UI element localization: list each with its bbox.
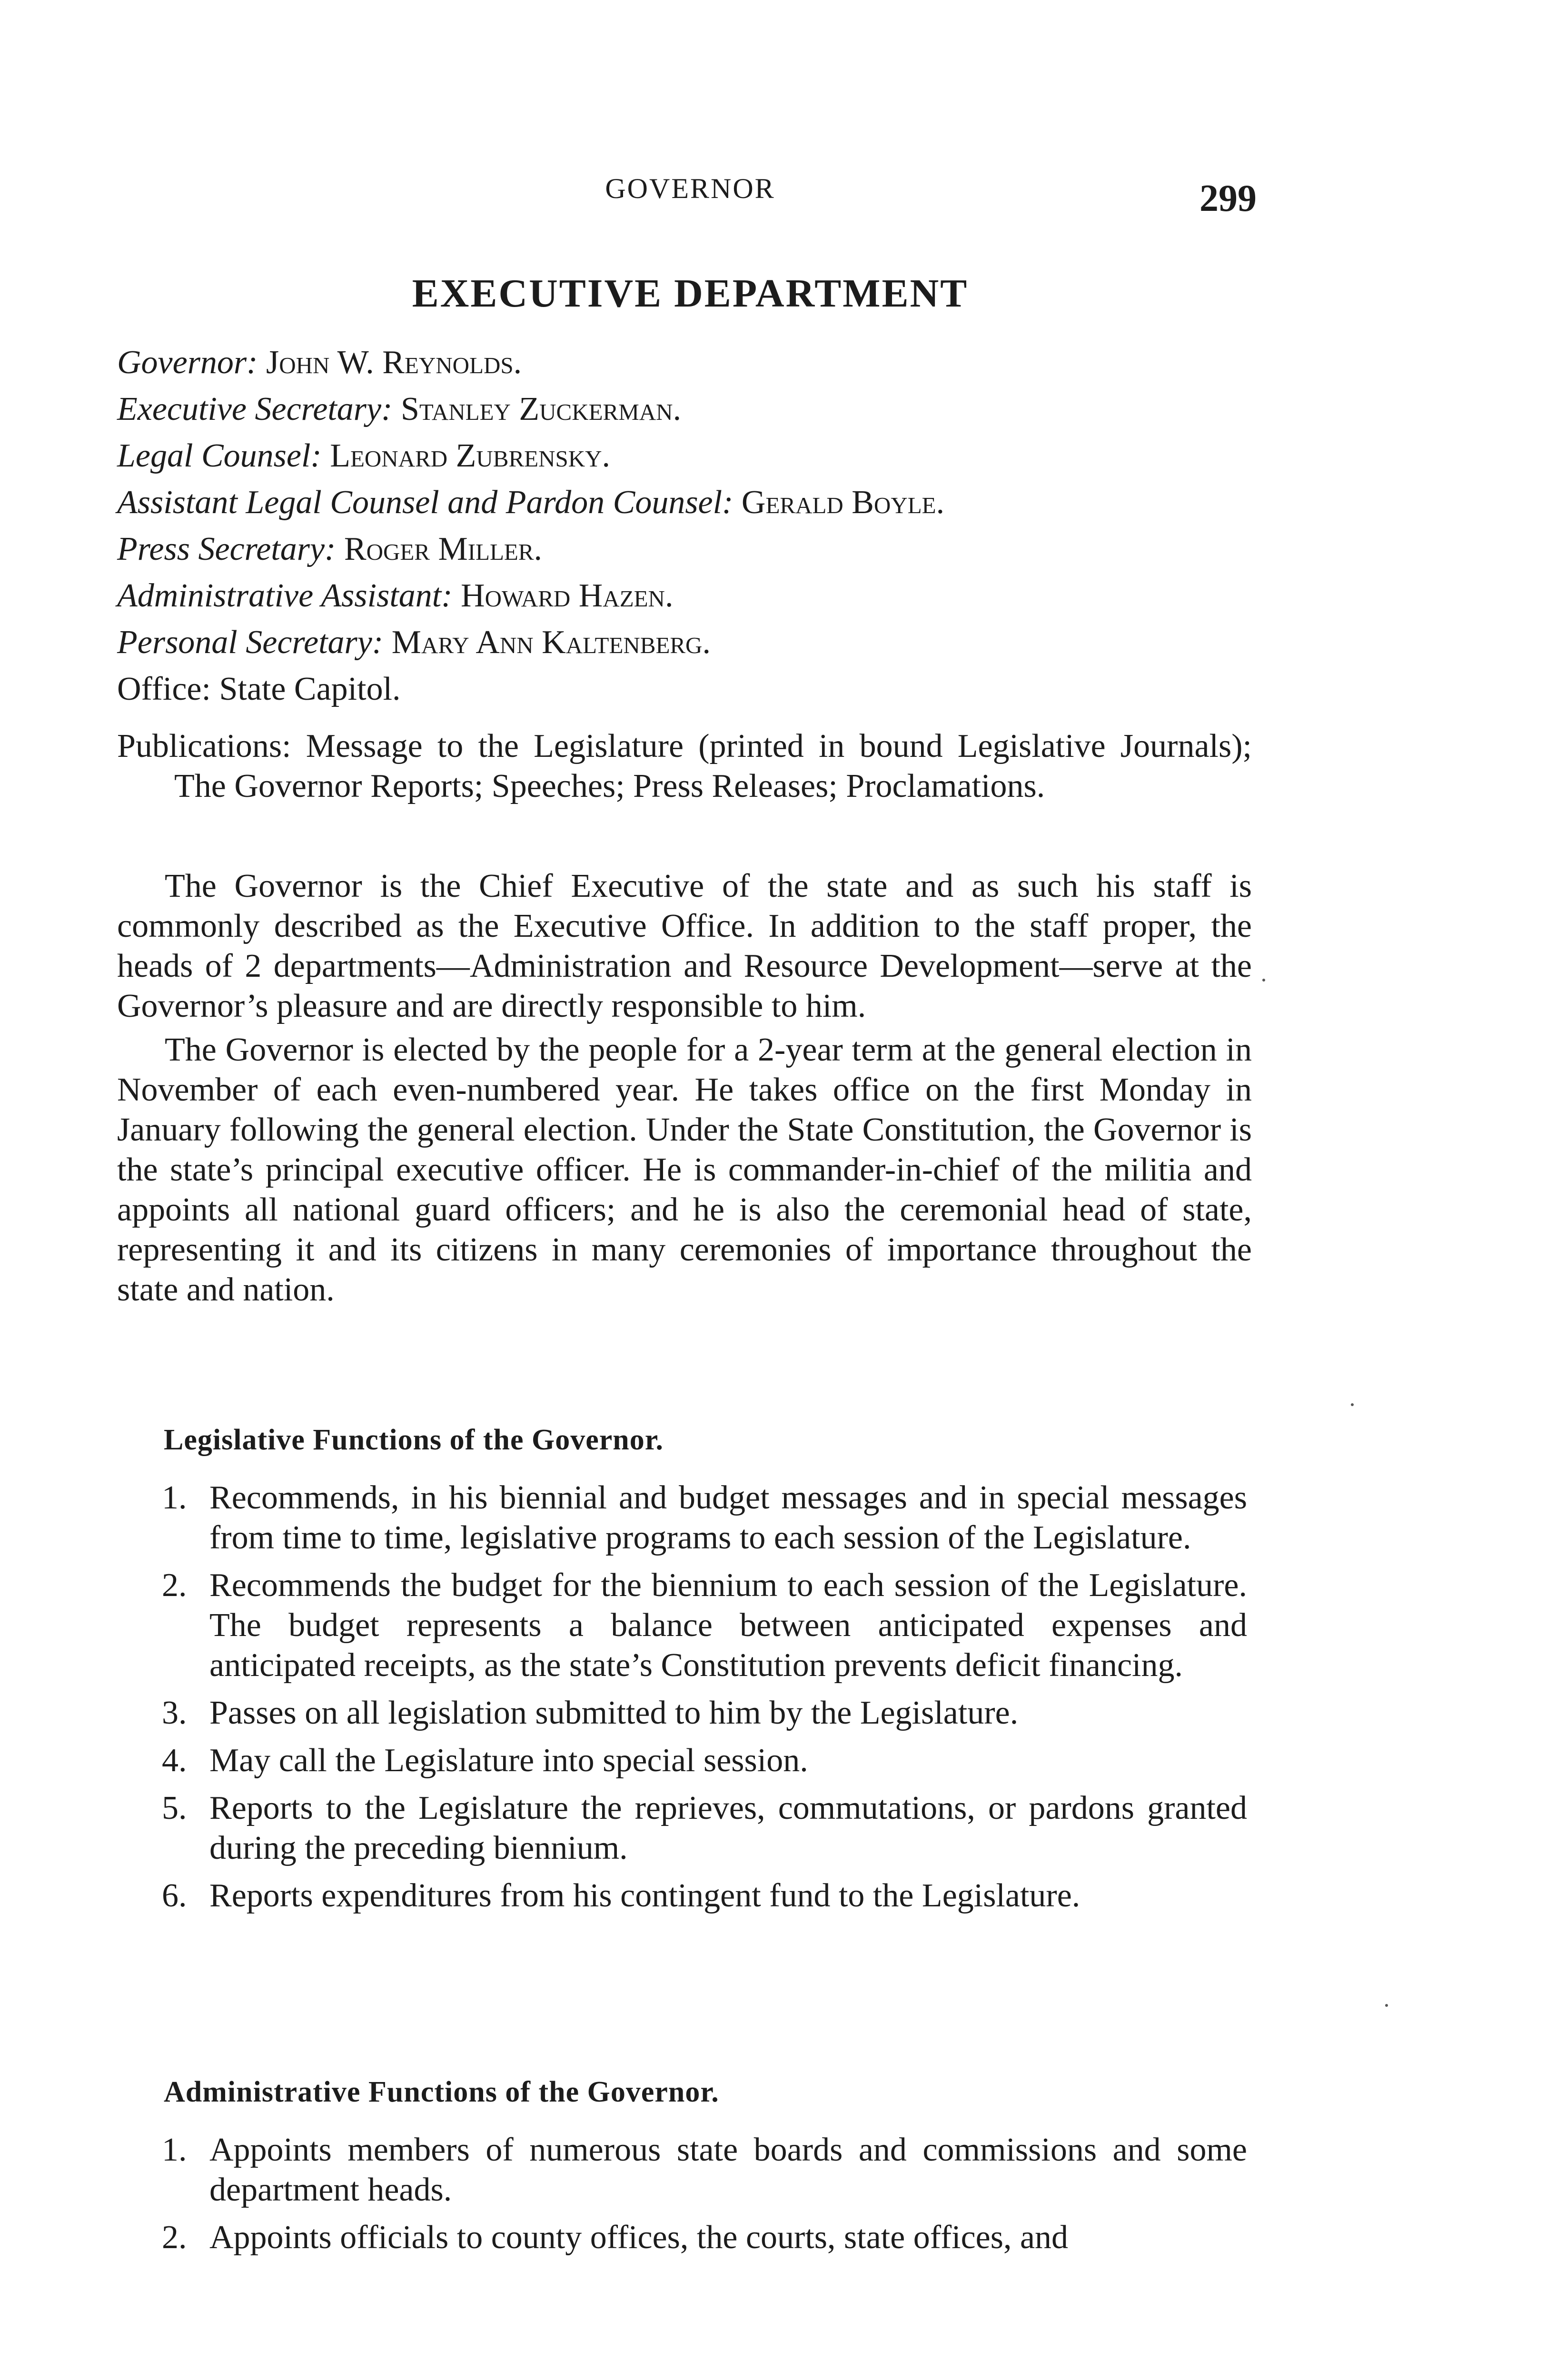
item-text: Recommends, in his biennial and budget messages and in special messages from time to time, legislative programs to each session of the Legislature. <box>209 1479 1247 1556</box>
item-text: Reports to the Legislature the reprieves, commutations, or pardons granted during the preceding biennium. <box>209 1790 1247 1866</box>
page-number: 299 <box>1199 178 1257 219</box>
section-heading-legislative: Legislative Functions of the Governor. <box>164 1424 664 1456</box>
paper-speck <box>1385 2004 1388 2007</box>
item-text: May call the Legislature into special session. <box>209 1742 808 1779</box>
list-item <box>162 1788 1247 1868</box>
item-number: 1. <box>162 1479 187 1516</box>
staff-name: Howard Hazen. <box>461 577 674 614</box>
item-number: 5. <box>162 1790 187 1826</box>
item-number: 6. <box>162 1877 187 1914</box>
item-text: Appoints officials to county offices, the courts, state offices, and <box>209 2219 1069 2256</box>
staff-name: Roger Miller. <box>344 531 542 567</box>
paragraph: The Governor is the Chief Executive of the state and as such his staff is commonly described as the Executive Office. In addition to the staff proper, the heads of 2 departments—Administration and Resource Development—serve at the Governor’s pleasure and are directly responsible to him. <box>117 868 1252 1024</box>
staff-name: Stanley Zuckerman. <box>400 391 682 427</box>
staff-role: Assistant Legal Counsel and Pardon Counsel: <box>117 484 733 521</box>
legislative-functions-list <box>162 1478 1247 1924</box>
list-item <box>162 2218 1247 2258</box>
list-item <box>162 2130 1247 2210</box>
paper-speck <box>1262 979 1265 982</box>
staff-role: Executive Secretary: <box>117 391 393 427</box>
item-number: 2. <box>162 1567 187 1604</box>
item-number: 2. <box>162 2219 187 2256</box>
intro-text <box>117 866 1252 1310</box>
running-head: GOVERNOR <box>605 173 775 204</box>
list-item <box>162 1741 1247 1781</box>
item-text: Appoints members of numerous state boards and commissions and some department heads. <box>209 2132 1247 2208</box>
section-heading-administrative: Administrative Functions of the Governor. <box>164 2076 719 2108</box>
staff-role: Governor: <box>117 344 258 381</box>
staff-entry <box>117 529 1252 569</box>
item-text: Passes on all legislation submitted to him by the Legislature. <box>209 1695 1019 1731</box>
publications-text: Publications: Message to the Legislature (printed in bound Legislative Journals); The Governor Reports; Speeches; Press Releases; Proclamations. <box>117 728 1252 804</box>
page-title: EXECUTIVE DEPARTMENT <box>412 271 969 316</box>
paragraph: The Governor is elected by the people for a 2-year term at the general election in November of each even-numbered year. He takes office on the first Monday in January following the general election. Under the State Constitution, the Governor is the state’s principal executive officer. He is commander-in-chief of the militia and appoints all national guard officers; and he is also the ceremonial head of state, representing it and its citizens in many ceremonies of importance throughout the state and nation. <box>117 1031 1252 1308</box>
paper-speck <box>1351 1403 1354 1406</box>
staff-role: Press Secretary: <box>117 531 336 567</box>
staff-entry <box>117 389 1252 429</box>
staff-name: John W. Reynolds. <box>266 344 522 381</box>
item-number: 4. <box>162 1742 187 1779</box>
staff-entry <box>117 483 1252 523</box>
list-item <box>162 1478 1247 1558</box>
staff-role: Personal Secretary: <box>117 624 384 661</box>
list-item <box>162 1566 1247 1686</box>
staff-list <box>117 343 1252 716</box>
item-text: Recommends the budget for the biennium to each session of the Legislature. The budget represents a balance between anticipated expenses and anticipated receipts, as the state’s Constitution prevents deficit financing. <box>209 1567 1247 1684</box>
staff-entry <box>117 576 1252 616</box>
publications <box>117 726 1252 806</box>
staff-entry <box>117 623 1252 663</box>
staff-role: Legal Counsel: <box>117 437 322 474</box>
staff-name: Gerald Boyle. <box>741 484 945 521</box>
staff-name: Leonard Zubrensky. <box>330 437 610 474</box>
item-number: 3. <box>162 1695 187 1731</box>
staff-entry <box>117 436 1252 476</box>
item-number: 1. <box>162 2132 187 2168</box>
office-line: Office: State Capitol. <box>117 671 401 707</box>
item-text: Reports expenditures from his contingent fund to the Legislature. <box>209 1877 1080 1914</box>
administrative-functions-list <box>162 2130 1247 2265</box>
list-item <box>162 1693 1247 1733</box>
list-item <box>162 1876 1247 1916</box>
staff-role: Administrative Assistant: <box>117 577 453 614</box>
staff-entry <box>117 343 1252 383</box>
staff-name: Mary Ann Kaltenberg. <box>391 624 711 661</box>
